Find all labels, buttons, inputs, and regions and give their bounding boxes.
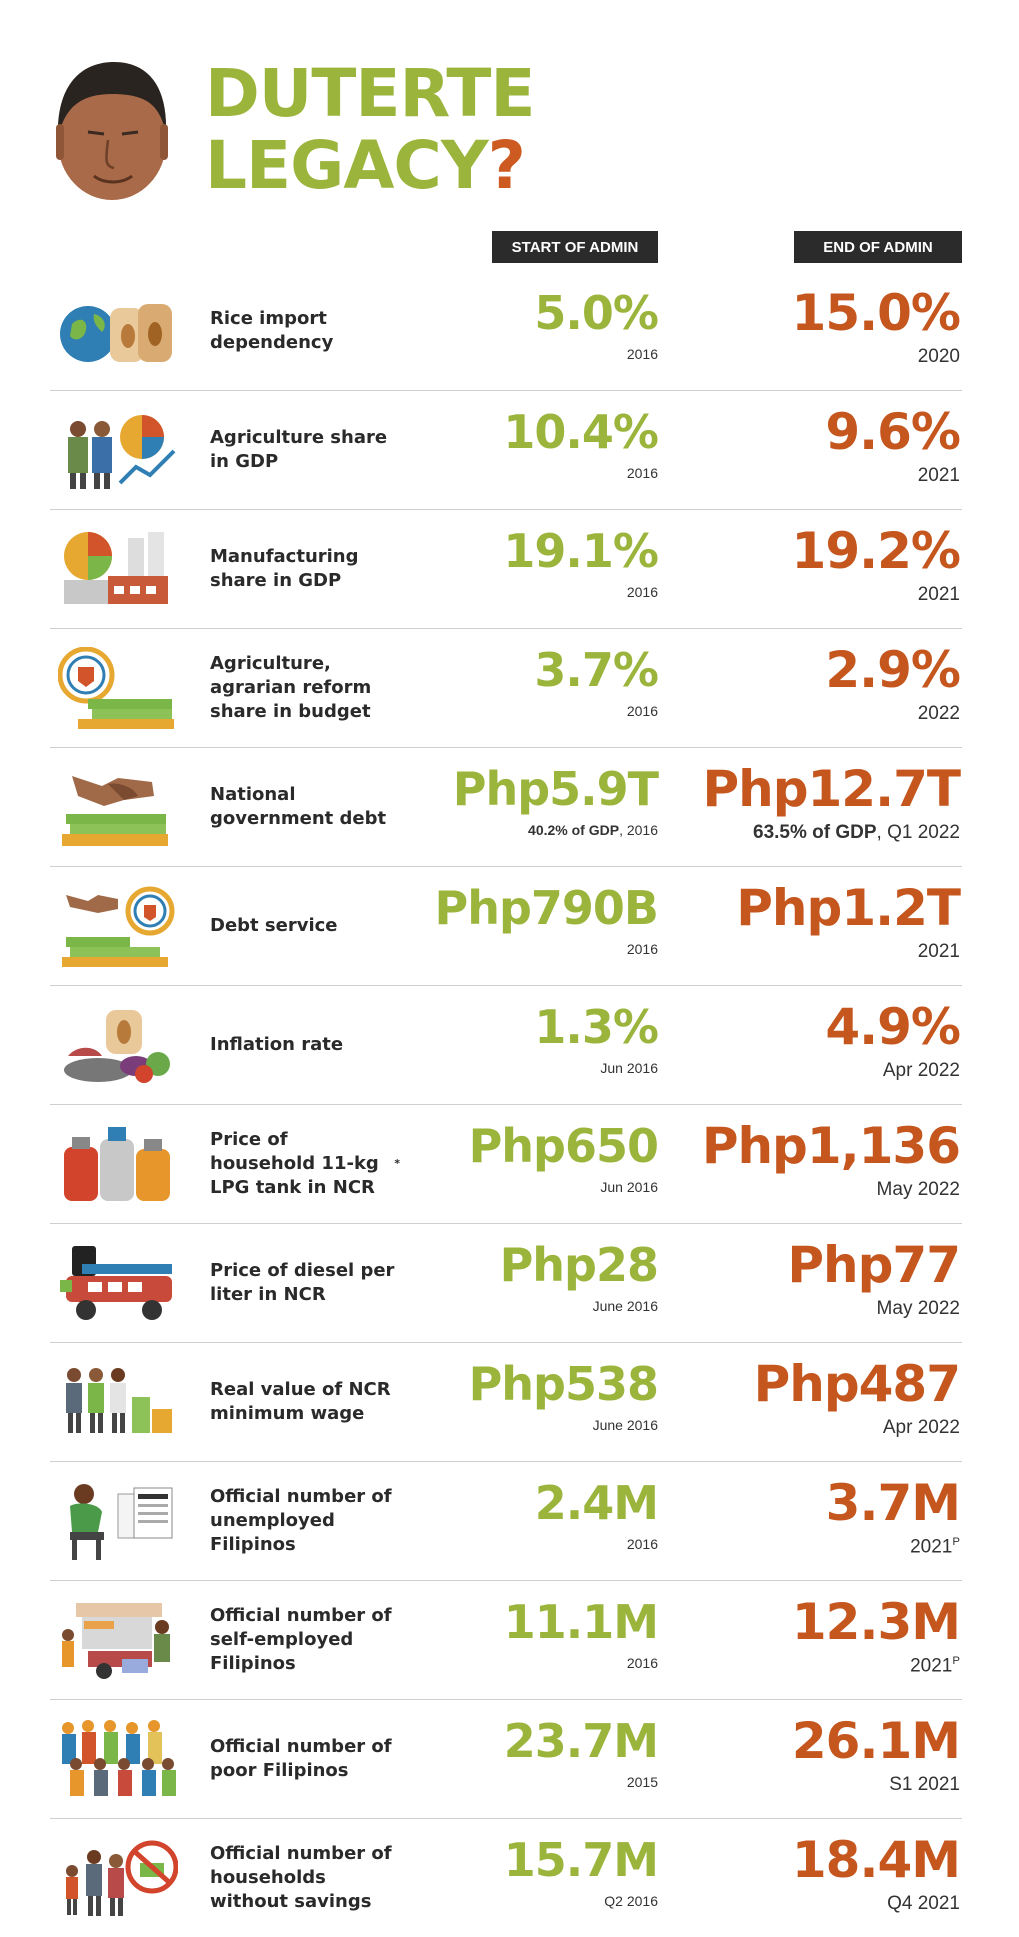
table-row	[50, 1581, 962, 1700]
row-label	[210, 1581, 400, 1699]
portrait-icon	[52, 54, 172, 204]
row-label-text: Inflation rate	[210, 1034, 344, 1055]
row-label	[210, 272, 400, 390]
preliminary-mark: P	[952, 1655, 960, 1667]
start-period	[627, 584, 658, 600]
table-row	[50, 1462, 962, 1581]
end-period	[918, 465, 960, 487]
page-title	[205, 55, 535, 204]
start-period-text: Jun 2016	[600, 1060, 658, 1076]
start-period	[627, 346, 658, 362]
globe-rice-sacks-icon	[58, 290, 178, 372]
start-period	[593, 1417, 658, 1433]
row-label	[210, 1105, 400, 1223]
end-value: 19.2%	[791, 522, 960, 580]
start-value: 23.7M	[503, 1714, 658, 1768]
street-vendor-icon	[58, 1599, 178, 1681]
start-value: 10.4%	[503, 405, 658, 459]
end-value: 18.4M	[791, 1831, 960, 1889]
row-label-text: Agriculture share in GDP	[210, 427, 388, 472]
start-period-text: Jun 2016	[600, 1179, 658, 1195]
start-period	[627, 941, 658, 957]
start-period	[528, 822, 658, 838]
end-period	[877, 1179, 960, 1201]
row-label	[210, 1819, 400, 1937]
family-no-money-icon	[58, 1837, 178, 1919]
end-period	[883, 1417, 960, 1439]
table-row	[50, 1343, 962, 1462]
row-label-text: Official number of households without savings	[210, 1843, 392, 1912]
end-value: 9.6%	[825, 403, 960, 461]
start-period	[627, 1536, 658, 1552]
row-label-text: Official number of self-employed Filipinos	[210, 1605, 392, 1674]
end-period-text: 2022	[917, 703, 960, 724]
factory-pie-chart-icon	[58, 528, 178, 610]
end-period-text: 2020	[917, 346, 960, 367]
end-value: 2.9%	[825, 641, 960, 699]
start-period-text: 2016	[626, 1655, 658, 1671]
row-label	[210, 391, 400, 509]
title-line-1: DUTERTE	[205, 55, 535, 132]
table-row	[50, 1819, 962, 1937]
start-of-admin-header: START OF ADMIN	[492, 231, 658, 263]
end-value: Php1,136	[701, 1117, 960, 1175]
start-value: Php28	[499, 1238, 658, 1292]
start-period	[627, 1655, 658, 1671]
start-value: 15.7M	[503, 1833, 658, 1887]
start-gdp-share: 40.2% of GDP	[528, 822, 620, 838]
row-label-text: Price of household 11-kg LPG tank in NCR	[210, 1129, 379, 1198]
handshake-money-icon	[58, 766, 178, 848]
header	[0, 0, 1019, 230]
table-row	[50, 510, 962, 629]
start-period-text: 2016	[626, 1536, 658, 1552]
end-value: Php1.2T	[736, 879, 960, 937]
end-period	[918, 941, 960, 963]
end-value: 15.0%	[791, 284, 960, 342]
end-period-text: 2021	[910, 1655, 953, 1677]
food-basket-icon	[58, 1004, 178, 1086]
end-period-text: 2021	[917, 465, 960, 486]
start-value: 19.1%	[503, 524, 658, 578]
title-word: LEGACY	[205, 127, 488, 204]
seal-money-stacks-icon	[58, 647, 178, 729]
crowd-icon	[58, 1718, 178, 1800]
row-label-text: Official number of unemployed Filipinos	[210, 1486, 392, 1555]
row-label-text: Manufacturing share in GDP	[210, 546, 359, 591]
row-label	[210, 1462, 400, 1580]
start-period-text: 2016	[626, 584, 658, 600]
table-row	[50, 1105, 962, 1224]
preliminary-mark: P	[952, 1536, 960, 1548]
start-period-text: , 2016	[619, 822, 658, 838]
start-period	[593, 1298, 658, 1314]
handshake-seal-money-icon	[58, 885, 178, 967]
end-period	[918, 584, 960, 606]
end-period-text: Apr 2022	[882, 1060, 960, 1081]
end-value: 26.1M	[791, 1712, 960, 1770]
row-label-text: Rice import dependency	[210, 308, 334, 353]
unemployed-person-newspaper-icon	[58, 1480, 178, 1562]
end-period	[889, 1774, 960, 1796]
row-label	[210, 510, 400, 628]
row-label-text: National government debt	[210, 784, 387, 829]
workers-money-icon	[58, 1361, 178, 1443]
start-period-text: June 2016	[592, 1298, 658, 1314]
start-period	[627, 465, 658, 481]
start-value: 2.4M	[534, 1476, 658, 1530]
end-period	[753, 822, 960, 844]
end-period	[910, 1536, 960, 1558]
indicator-table	[0, 272, 1019, 1937]
end-period-text: S1 2021	[889, 1774, 960, 1795]
title-line-2	[205, 127, 534, 204]
table-row	[50, 1700, 962, 1819]
farmers-pie-chart-icon	[58, 409, 178, 491]
end-period	[918, 703, 960, 725]
title-question-mark: ?	[487, 127, 525, 204]
table-row	[50, 1224, 962, 1343]
start-period-text: 2015	[626, 1774, 658, 1790]
start-value: Php650	[468, 1119, 658, 1173]
start-value: Php790B	[434, 881, 658, 935]
table-row	[50, 748, 962, 867]
row-label-text: Debt service	[210, 915, 338, 936]
row-label	[210, 867, 400, 985]
end-of-admin-header: END OF ADMIN	[794, 231, 962, 263]
start-period	[627, 703, 658, 719]
table-row	[50, 867, 962, 986]
row-label-text: Agriculture, agrarian reform share in budget	[210, 653, 372, 722]
table-row	[50, 629, 962, 748]
end-period-text: 2021	[910, 1536, 953, 1558]
row-label	[210, 1224, 400, 1342]
row-label-text: Price of diesel per liter in NCR	[210, 1260, 395, 1305]
end-period-text: Q4 2021	[887, 1893, 960, 1914]
row-label-text: Official number of poor Filipinos	[210, 1736, 392, 1781]
end-period-text: May 2022	[876, 1298, 960, 1319]
end-value: Php487	[753, 1355, 960, 1413]
start-value: 11.1M	[503, 1595, 658, 1649]
table-row	[50, 272, 962, 391]
start-period-text: Q2 2016	[604, 1893, 658, 1909]
row-label	[210, 629, 400, 747]
row-label	[210, 748, 400, 866]
end-period-text: May 2022	[876, 1179, 960, 1200]
end-period-text: Apr 2022	[882, 1417, 960, 1438]
end-period-text: , Q1 2022	[876, 822, 960, 843]
row-label	[210, 1343, 400, 1461]
end-value: 3.7M	[825, 1474, 960, 1532]
jeepney-oil-barrel-icon	[58, 1242, 178, 1324]
end-value: Php77	[787, 1236, 960, 1294]
row-label-footnote: *	[394, 1157, 400, 1170]
end-period-text: 2021	[917, 941, 960, 962]
row-label-text: Real value of NCR minimum wage	[210, 1379, 391, 1424]
start-period	[600, 1060, 658, 1076]
end-period-text: 2021	[917, 584, 960, 605]
start-period-text: 2016	[626, 941, 658, 957]
end-value: 12.3M	[791, 1593, 960, 1651]
end-value: 4.9%	[825, 998, 960, 1056]
start-value: Php538	[468, 1357, 658, 1411]
start-period	[600, 1179, 658, 1195]
end-value: Php12.7T	[702, 760, 960, 818]
start-value: 1.3%	[534, 1000, 658, 1054]
start-period	[627, 1774, 658, 1790]
start-value: Php5.9T	[452, 762, 658, 816]
start-period-text: 2016	[626, 703, 658, 719]
lpg-tanks-icon	[58, 1123, 178, 1205]
end-period	[910, 1655, 960, 1677]
row-label	[210, 1700, 400, 1818]
table-row	[50, 391, 962, 510]
table-row	[50, 986, 962, 1105]
row-label	[210, 986, 400, 1104]
start-period-text: 2016	[626, 465, 658, 481]
end-gdp-share: 63.5% of GDP	[753, 822, 877, 843]
end-period	[883, 1060, 960, 1082]
start-period-text: 2016	[626, 346, 658, 362]
end-period	[918, 346, 960, 368]
start-value: 3.7%	[534, 643, 658, 697]
end-period	[877, 1298, 960, 1320]
start-value: 5.0%	[534, 286, 658, 340]
start-period-text: June 2016	[592, 1417, 658, 1433]
start-period	[604, 1893, 658, 1909]
